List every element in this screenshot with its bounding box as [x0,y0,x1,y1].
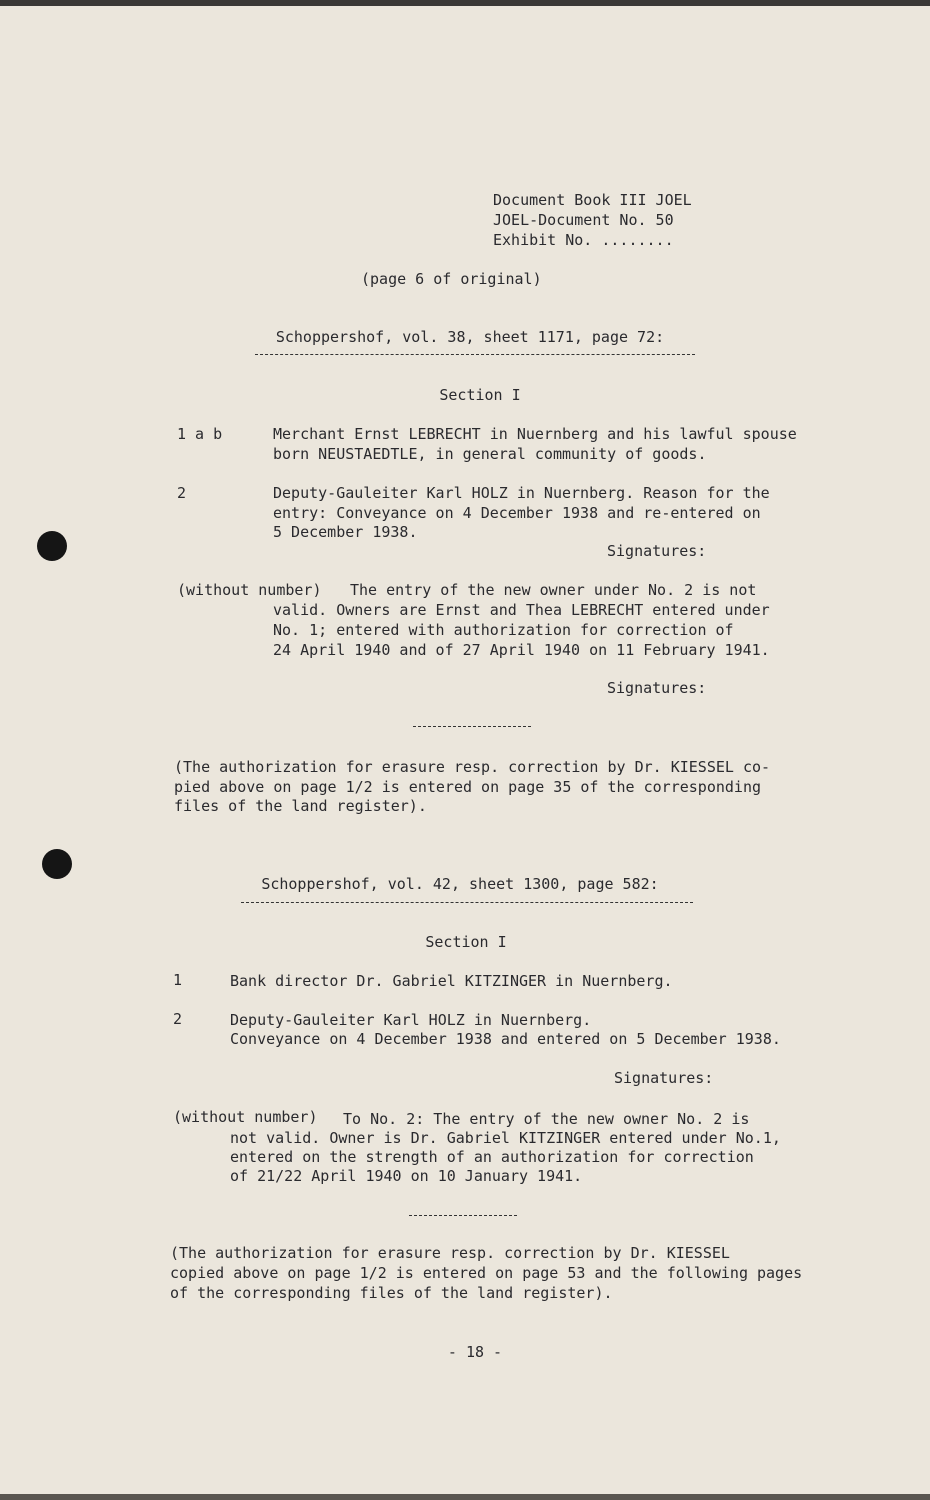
entry2-without-line2: not valid. Owner is Dr. Gabriel KITZINGER entered under No.1, [230,1129,781,1147]
entry1-title: Schoppershof, vol. 38, sheet 1171, page 72: [275,328,665,346]
entry2-without-line4: of 21/22 April 1940 on 10 January 1941. [230,1167,583,1185]
entry1-section: Section I [439,386,521,404]
entry2-separator [409,1215,517,1216]
punch-hole-upper [37,531,67,561]
entry1-without-line3: No. 1; entered with authorization for correction of [273,621,734,639]
page-number: - 18 - [447,1343,503,1361]
scan-edge-bottom [0,1494,930,1500]
entry1-without-number-label: (without number) [177,581,322,599]
entry2-item2-line2: Conveyance on 4 December 1938 and entered on 5 December 1938. [230,1030,781,1048]
entry1-item2-line2: entry: Conveyance on 4 December 1938 and re-entered on [273,504,761,522]
entry2-without-number-label: (without number) [173,1108,318,1126]
entry2-note-line1: (The authorization for erasure resp. correction by Dr. KIESSEL [170,1244,730,1262]
punch-hole-lower [42,849,72,879]
entry2-note-line3: of the corresponding files of the land register). [170,1284,613,1302]
entry2-item2-line1: Deputy-Gauleiter Karl HOLZ in Nuernberg. [230,1011,592,1029]
entry1-item2-line1: Deputy-Gauleiter Karl HOLZ in Nuernberg. Reason for the [273,484,770,502]
entry2-signatures: Signatures: [614,1069,714,1087]
doc-number-label: JOEL-Document No. 50 [493,211,674,229]
entry1-item2-number: 2 [177,484,187,502]
entry1-without-line1: The entry of the new owner under No. 2 is not [350,581,757,599]
entry2-title: Schoppershof, vol. 42, sheet 1300, page 582: [261,875,659,893]
scan-edge-top [0,0,930,6]
entry1-signatures-1: Signatures: [607,542,707,560]
entry1-without-line4: 24 April 1940 and of 27 April 1940 on 11 February 1941. [273,641,770,659]
exhibit-label: Exhibit No. ........ [493,231,674,249]
entry2-title-underline [241,902,693,903]
entry2-item2-number: 2 [173,1010,183,1028]
entry1-title-underline [255,354,695,355]
entry1-note-line3: files of the land register). [174,797,427,815]
entry1-note-line1: (The authorization for erasure resp. correction by Dr. KIESSEL co- [174,758,771,776]
entry2-item1-number: 1 [173,971,183,989]
entry1-item2-line3: 5 December 1938. [273,523,418,541]
entry1-without-line2: valid. Owners are Ernst and Thea LEBRECHT entered under [273,601,770,619]
entry2-item1-line1: Bank director Dr. Gabriel KITZINGER in Nuernberg. [230,972,673,990]
entry2-without-line1: To No. 2: The entry of the new owner No. 2 is [343,1110,750,1128]
page-reference: (page 6 of original) [361,270,542,288]
doc-book-label: Document Book III JOEL [493,191,692,209]
entry1-signatures-2: Signatures: [607,679,707,697]
entry1-item1-line1: Merchant Ernst LEBRECHT in Nuernberg and his lawful spouse [273,425,797,443]
entry1-item1-line2: born NEUSTAEDTLE, in general community of goods. [273,445,707,463]
entry1-note-line2: pied above on page 1/2 is entered on page 35 of the corresponding [174,778,761,796]
entry2-without-line3: entered on the strength of an authorization for correction [230,1148,754,1166]
entry1-item1-number: 1 a b [177,425,223,443]
entry2-section: Section I [425,933,507,951]
entry1-separator [413,726,531,727]
entry2-note-line2: copied above on page 1/2 is entered on page 53 and the following pages [170,1264,803,1282]
